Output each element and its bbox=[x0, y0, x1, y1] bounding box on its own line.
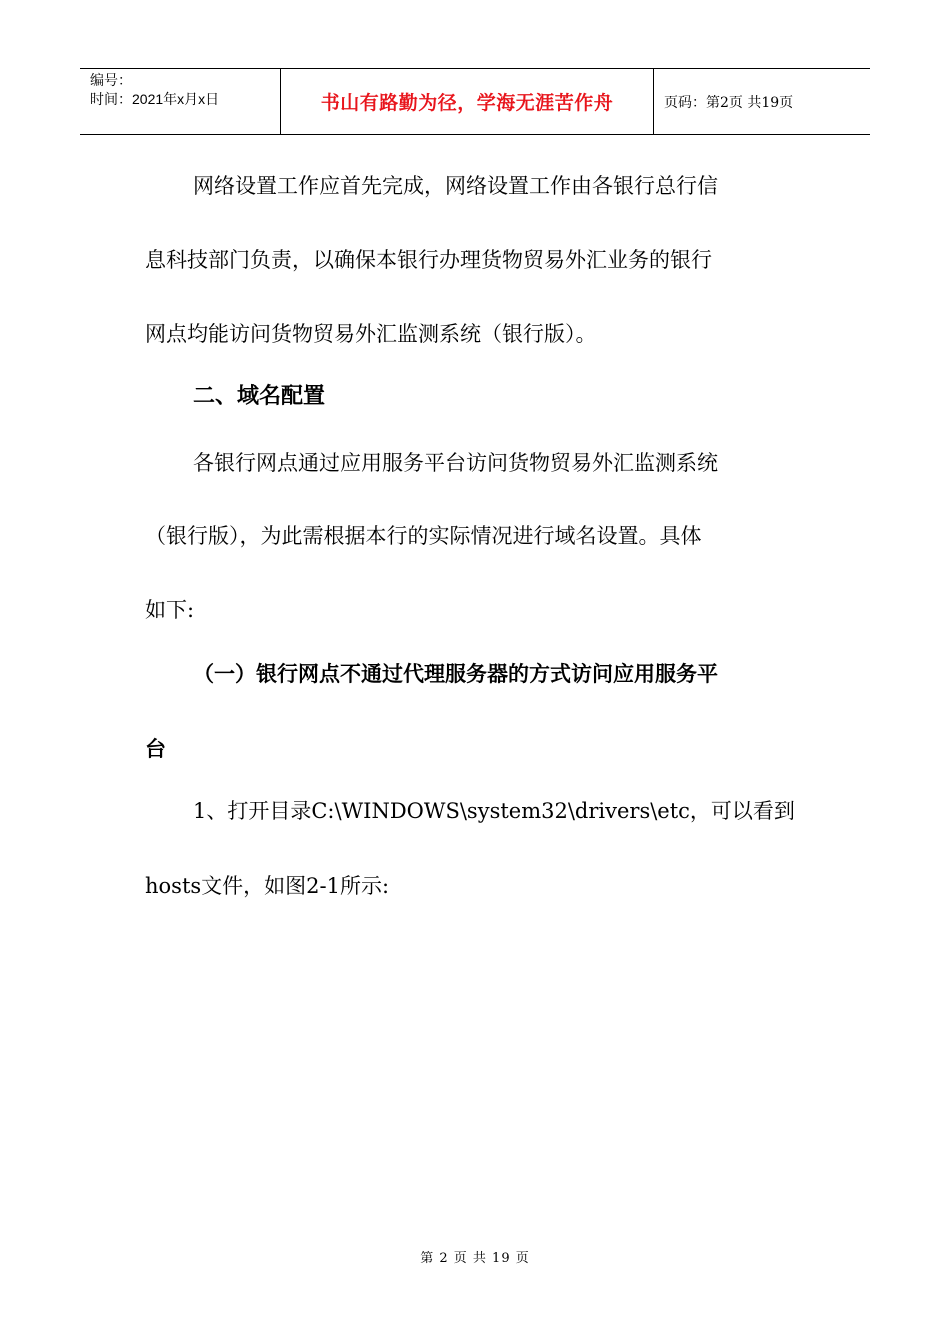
header-meta bbox=[80, 69, 281, 134]
subsection-heading-line-2: 台 bbox=[145, 737, 166, 761]
page-info-text: 页码：第2页 共19页 bbox=[664, 94, 794, 111]
paragraph-line-2: 息科技部门负责，以确保本银行办理货物贸易外汇业务的银行 bbox=[145, 248, 712, 272]
header-motto: 书山有路勤为径，学海无涯苦作舟 bbox=[320, 92, 614, 114]
paragraph-line-5: 各银行网点通过应用服务平台访问货物贸易外汇监测系统 bbox=[193, 451, 718, 475]
step-1-line-1: 1、打开目录C:\WINDOWS\system32\drivers\etc，可以看到 bbox=[193, 799, 795, 823]
paragraph-line-3: 网点均能访问货物贸易外汇监测系统（银行版）。 bbox=[145, 322, 597, 346]
section-heading-2: 二、域名配置 bbox=[193, 384, 326, 409]
document-date: 时间：2021年x月x日 bbox=[90, 91, 220, 107]
subsection-heading-line-1: （一）银行网点不通过代理服务器的方式访问应用服务平 bbox=[193, 662, 718, 686]
paragraph-line-7: 如下: bbox=[145, 598, 195, 622]
page-footer: 第 2 页 共 19 页 bbox=[420, 1251, 530, 1266]
paragraph-line-1: 网络设置工作应首先完成，网络设置工作由各银行总行信 bbox=[193, 174, 718, 198]
page-header bbox=[80, 68, 870, 135]
header-page-info bbox=[654, 69, 870, 134]
header-motto-cell bbox=[281, 69, 654, 134]
step-1-line-2: hosts文件，如图2-1所示: bbox=[145, 874, 390, 898]
document-number: 编号： bbox=[90, 72, 132, 88]
paragraph-line-6: （银行版），为此需根据本行的实际情况进行域名设置。具体 bbox=[145, 524, 702, 548]
